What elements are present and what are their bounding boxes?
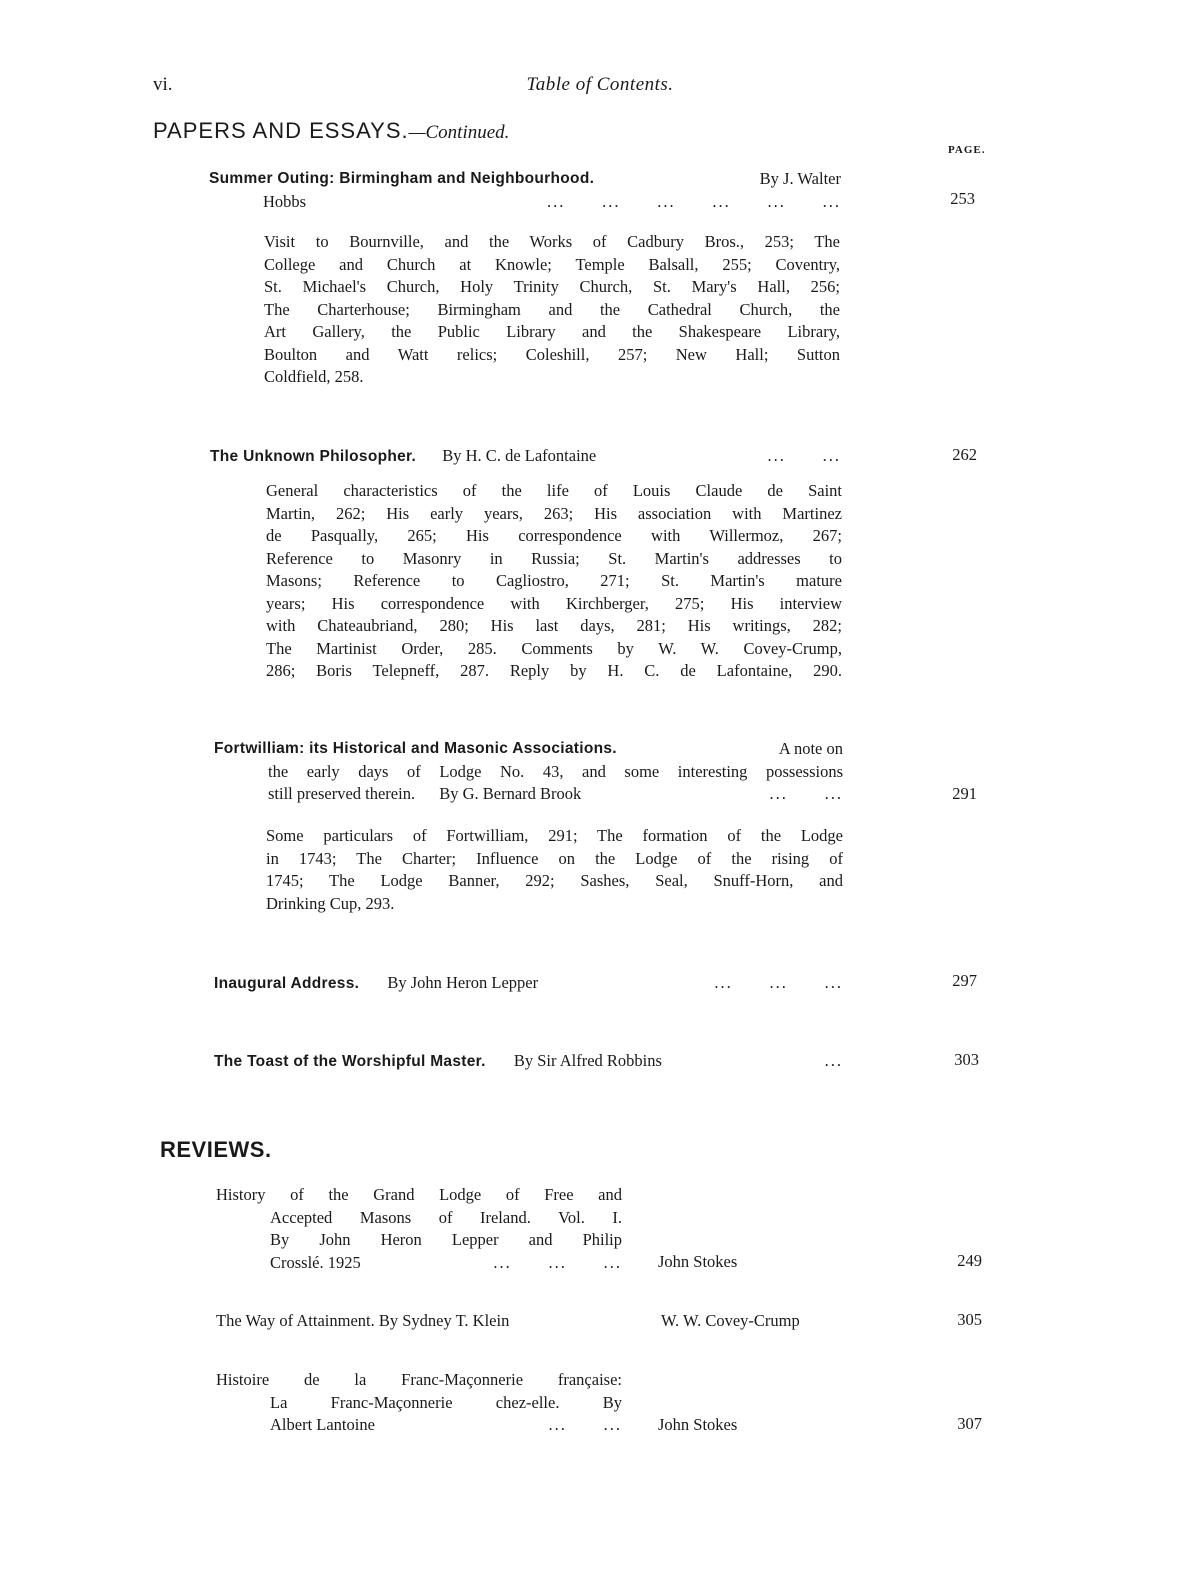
summary-line: Art Gallery, the Public Library and the Shakespeare Library,	[264, 322, 840, 341]
summary-line: 286; Boris Telepneff, 287. Reply by H. C. de Lafontaine, 290.	[266, 661, 842, 680]
section-heading-text: PAPERS AND ESSAYS.	[153, 118, 409, 143]
entry-summary	[264, 231, 840, 389]
summary-line: St. Michael's Church, Holy Trinity Church, St. Mary's Hall, 256;	[264, 277, 840, 296]
summary-line: Martin, 262; His early years, 263; His association with Martinez	[266, 503, 842, 523]
review-title-line: Histoire de la Franc-Maçonnerie française:	[216, 1370, 622, 1389]
summary-line: with Chateaubriand, 280; His last days, 281; His writings, 282;	[266, 616, 842, 635]
summary-line: Some particulars of Fortwilliam, 291; The formation of the Lodge	[266, 826, 843, 845]
entry-title: The Toast of the Worshipful Master.	[214, 1053, 486, 1070]
summary-line: Visit to Bournville, and the Works of Cadbury Bros., 253; The	[264, 232, 840, 251]
review-title-line: The Way of Attainment. By Sydney T. Klein	[216, 1311, 510, 1330]
entry-title: Summer Outing: Birmingham and Neighbourhood.	[209, 170, 595, 187]
review-page-number: 305	[957, 1310, 982, 1329]
leader-dots: ... ...	[769, 784, 843, 803]
toc-entry-summer-outing	[209, 168, 841, 213]
toc-entry-inaugural-address	[214, 972, 843, 996]
leader-dots: ... ... ...	[714, 973, 843, 992]
leader-dots: ... ... ...	[493, 1252, 622, 1272]
entry-byline: By John Heron Lepper	[387, 973, 539, 992]
page-column-label: PAGE.	[948, 144, 986, 156]
review-title-line: History of the Grand Lodge of Free and	[216, 1185, 622, 1204]
entry-page-number: 262	[952, 445, 977, 464]
summary-line: Boulton and Watt relics; Coleshill, 257; New Hall; Sutton	[264, 344, 840, 364]
summary-line: Reference to Masonry in Russia; St. Martin's addresses to	[266, 548, 842, 568]
folio-number: vi.	[153, 74, 173, 95]
summary-line: College and Church at Knowle; Temple Balsall, 255; Coventry,	[264, 254, 840, 274]
entry-title: The Unknown Philosopher.	[210, 448, 417, 465]
review-entry-grand-lodge-ireland	[216, 1184, 622, 1274]
section-heading-continued: —Continued.	[408, 122, 510, 143]
summary-line: Drinking Cup, 293.	[266, 893, 395, 913]
entry-summary	[266, 480, 842, 683]
entry-byline: By J. Walter	[759, 169, 841, 188]
toc-entry-unknown-philosopher	[210, 445, 841, 469]
summary-line: Masons; Reference to Cagliostro, 271; St. Martin's mature	[266, 571, 842, 590]
running-title: Table of Contents.	[526, 74, 674, 95]
leader-dots: ...	[824, 1051, 843, 1070]
entry-summary	[266, 825, 843, 915]
summary-line: years; His correspondence with Kirchberger, 275; His interview	[266, 593, 842, 613]
review-title-line: By John Heron Lepper and Philip	[270, 1230, 622, 1249]
summary-line: Coldfield, 258.	[264, 367, 364, 386]
entry-description: still preserved therein.	[268, 784, 416, 803]
toc-entry-fortwilliam	[214, 738, 843, 806]
entry-byline-cont: Hobbs	[263, 191, 307, 211]
reviewer-name: John Stokes	[658, 1415, 738, 1434]
entry-page-number: 297	[952, 971, 977, 990]
review-title-line: Accepted Masons of Ireland. Vol. I.	[270, 1207, 622, 1227]
entry-page-number: 253	[950, 189, 975, 208]
entry-description: the early days of Lodge No. 43, and some interesting possessions	[268, 761, 843, 781]
review-title-line: La Franc-Maçonnerie chez-elle. By	[270, 1392, 622, 1412]
entry-byline: By G. Bernard Brook	[439, 784, 582, 803]
summary-line: 1745; The Lodge Banner, 292; Sashes, Seal, Snuff-Horn, and	[266, 871, 843, 890]
summary-line: de Pasqually, 265; His correspondence with Willermoz, 267;	[266, 526, 842, 545]
reviewer-name: W. W. Covey-Crump	[661, 1311, 800, 1330]
entry-page-number: 303	[954, 1050, 979, 1069]
review-entry-way-of-attainment	[216, 1310, 622, 1333]
section-heading-reviews: REVIEWS.	[160, 1137, 272, 1162]
review-title-line: Crosslé. 1925	[270, 1252, 361, 1272]
review-title-line: Albert Lantoine	[270, 1415, 375, 1434]
entry-byline: By H. C. de Lafontaine	[442, 446, 597, 465]
review-page-number: 307	[957, 1414, 982, 1433]
entry-description: A note on	[778, 739, 843, 758]
leader-dots: ... ...	[548, 1415, 622, 1434]
entry-byline: By Sir Alfred Robbins	[513, 1051, 662, 1070]
entry-title: Fortwilliam: its Historical and Masonic Associations.	[214, 740, 617, 757]
leader-dots: ... ...	[767, 446, 841, 465]
section-heading-papers	[153, 118, 509, 144]
leader-dots: ... ... ... ... ... ...	[547, 191, 841, 211]
toc-entry-toast-worshipful-master	[214, 1050, 843, 1074]
summary-line: The Charterhouse; Birmingham and the Cathedral Church, the	[264, 299, 840, 319]
review-entry-franc-maconnerie	[216, 1369, 622, 1437]
review-page-number: 249	[957, 1251, 982, 1270]
entry-page-number: 291	[952, 784, 977, 803]
entry-title: Inaugural Address.	[214, 975, 360, 992]
summary-line: General characteristics of the life of Louis Claude de Saint	[266, 481, 842, 500]
summary-line: in 1743; The Charter; Influence on the Lodge of the rising of	[266, 848, 843, 868]
summary-line: The Martinist Order, 285. Comments by W. W. Covey-Crump,	[266, 638, 842, 658]
reviewer-name: John Stokes	[658, 1252, 738, 1271]
